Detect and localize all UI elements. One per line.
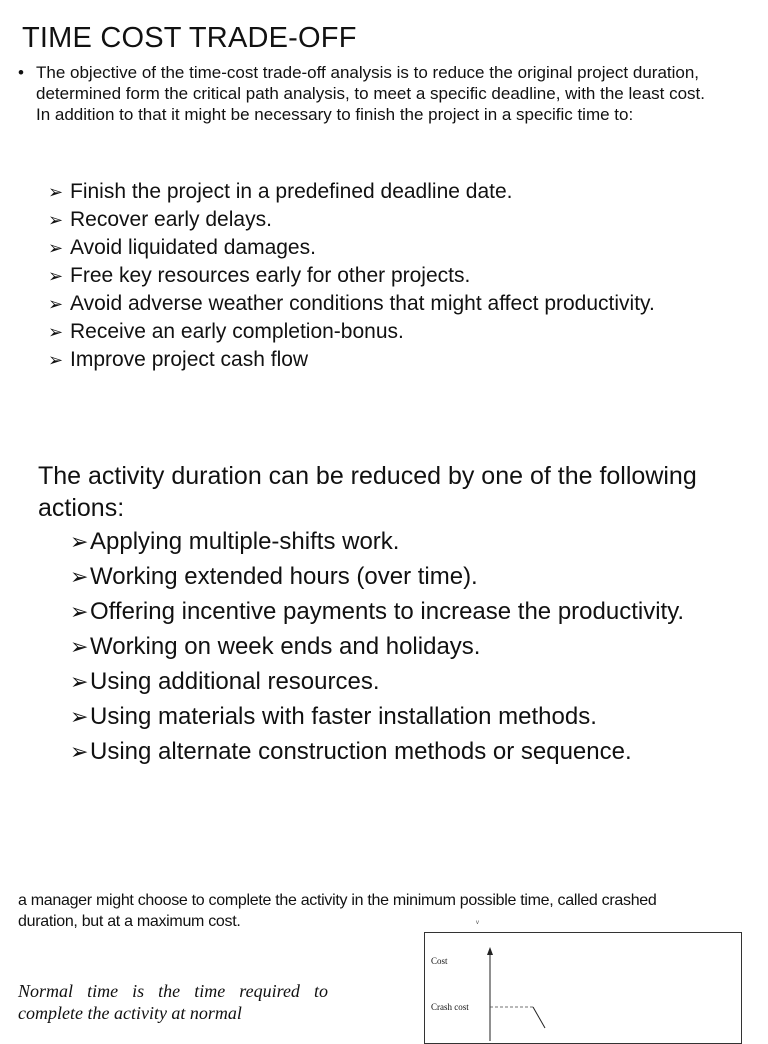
list-item-text: Applying multiple-shifts work.: [90, 528, 400, 555]
arrow-bullet-icon: ➢: [48, 294, 64, 314]
arrow-bullet-icon: ➢: [70, 739, 89, 764]
list-item: [48, 236, 688, 260]
list-item: [70, 631, 720, 663]
arrow-bullet-icon: ➢: [70, 529, 89, 554]
page-title: TIME COST TRADE-OFF: [22, 22, 357, 54]
arrow-bullet-icon: ➢: [70, 704, 89, 729]
list-item: [48, 264, 688, 288]
list-item: [70, 701, 720, 733]
list-item-text: Avoid liquidated damages.: [70, 236, 316, 259]
arrow-bullet-icon: ➢: [48, 322, 64, 342]
list-item-text: Using additional resources.: [90, 668, 380, 695]
list-item-text: Working extended hours (over time).: [90, 563, 478, 590]
list-item: [48, 292, 688, 316]
arrow-bullet-icon: ➢: [48, 266, 64, 286]
list-item-text: Recover early delays.: [70, 208, 272, 231]
bullet-icon: •: [18, 63, 24, 82]
crash-cost-label: Crash cost: [431, 1002, 469, 1012]
cost-time-diagram: [425, 933, 741, 1043]
arrow-bullet-icon: ➢: [70, 669, 89, 694]
list-item: [70, 526, 720, 558]
cost-time-figure: [424, 932, 742, 1044]
list-item-text: Finish the project in a predefined deadline date.: [70, 180, 513, 203]
list-item-text: Using materials with faster installation methods.: [90, 703, 597, 730]
arrow-bullet-icon: ➢: [48, 210, 64, 230]
figure-mark: ᵛ: [476, 918, 479, 928]
arrow-bullet-icon: ➢: [48, 238, 64, 258]
arrow-bullet-icon: ➢: [70, 599, 89, 624]
list-item: [70, 736, 720, 768]
list-item: [70, 666, 720, 698]
list-item: [48, 348, 688, 372]
arrow-bullet-icon: ➢: [70, 634, 89, 659]
list-item-text: Working on week ends and holidays.: [90, 633, 481, 660]
normal-time-definition: Normal time is the time required to complete the activity at normal: [18, 981, 328, 1023]
list-item-text: Improve project cash flow: [70, 348, 309, 371]
list-item-text: Free key resources early for other projects.: [70, 264, 471, 287]
list-item: [70, 596, 720, 628]
cost-curve-line: [533, 1007, 545, 1028]
list-item-text: Receive an early completion-bonus.: [70, 320, 404, 343]
cost-axis-label: Cost: [431, 956, 448, 966]
arrow-bullet-icon: ➢: [48, 182, 64, 202]
cost-axis-arrow-icon: [487, 947, 493, 955]
intro-paragraph: [18, 62, 708, 125]
manager-note: a manager might choose to complete the activity in the minimum possible time, called crashed duration, but at a maximum cost.: [18, 892, 657, 930]
list-item: [48, 320, 688, 344]
arrow-bullet-icon: ➢: [48, 350, 64, 370]
arrow-bullet-icon: ➢: [70, 564, 89, 589]
intro-text: The objective of the time-cost trade-off analysis is to reduce the original project duration, determined form the critical path analysis, to meet a specific deadline, with the least cost. In addition to that it might be necessary to finish the project in a specific time to:: [36, 63, 705, 124]
list-item-text: Avoid adverse weather conditions that might affect productivity.: [70, 292, 655, 315]
actions-list: [70, 526, 720, 771]
reasons-list: [48, 180, 688, 376]
list-item-text: Using alternate construction methods or sequence.: [90, 738, 632, 765]
actions-intro: The activity duration can be reduced by one of the following actions:: [38, 462, 697, 522]
list-item: [70, 561, 720, 593]
list-item: [48, 208, 688, 232]
list-item: [48, 180, 688, 204]
list-item-text: Offering incentive payments to increase the productivity.: [90, 598, 685, 625]
